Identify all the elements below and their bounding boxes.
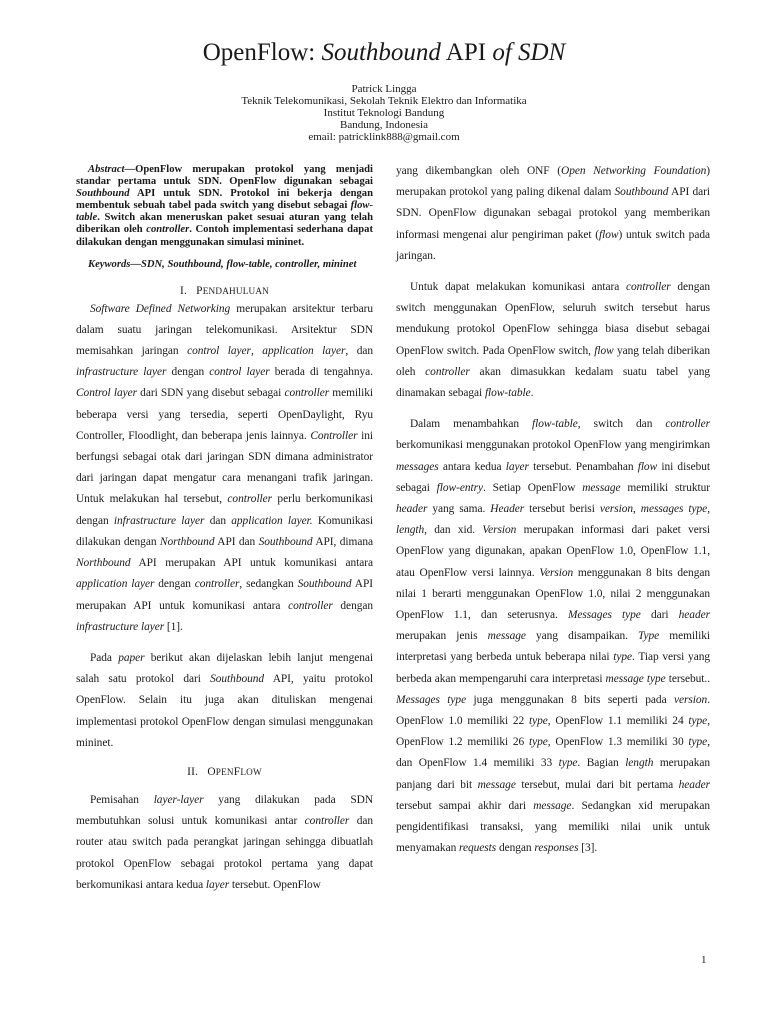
right-column (396, 161, 710, 860)
paragraph: yang dikembangkan oleh ONF (Open Networking Foundation) merupakan protokol yang paling dikenal dalam Southbound API dari SDN. OpenFlow digunakan sebagai protokol yang memberikan informasi mengenai alur pengiriman paket (flow) untuk switch pada jaringan. (396, 165, 710, 262)
paragraph: Pada paper berikut akan dijelaskan lebih lanjut mengenai salah satu protokol dari Southbound API, yaitu protokol OpenFlow. Selain itu juga akan dituliskan mengenai implementasi protokol OpenFlow dengan simulasi menggunakan mininet. (76, 651, 373, 749)
author-location: Bandung, Indonesia (340, 119, 428, 131)
author-affiliation: Teknik Telekomunikasi, Sekolah Teknik Elektro dan Informatika (241, 95, 527, 107)
paragraph: Dalam menambahkan flow-table, switch dan controller berkomunikasi menggunakan protokol OpenFlow yang mengirimkan messages antara kedua layer tersebut. Penambahan flow ini disebut sebagai flow-entry. Setiap OpenFlow message memiliki struktur header yang sama. Header tersebut berisi version, messages type, length, dan xid. Version merupakan informasi dari paket versi OpenFlow yang digunakan, apakan OpenFlow 1.0, OpenFlow 1.1, atau OpenFlow versi lainnya. Version menggunakan 8 bits dengan nilai 1 berarti menggunakan OpenFlow 1.0, nilai 2 menggunakan OpenFlow 1.1, dan seterusnya. Messages type dari header merupakan jenis message yang disampaikan. Type memiliki interpretasi yang berbeda untuk beberapa nilai type. Tiap versi yang berbeda akan mempengaruhi cara interpretasi message type tersebut.. Messages type juga menggunakan 8 bits seperti pada version. OpenFlow 1.0 memiliki 22 type, OpenFlow 1.1 memiliki 24 type, OpenFlow 1.2 memiliki 26 type, OpenFlow 1.3 memiliki 30 type, dan OpenFlow 1.4 memiliki 33 type. Bagian length merupakan panjang dari bit message tersebut, mulai dari bit pertama header tersebut sampai akhir dari message. Sedangkan xid merupakan pengidentifikasi transaksi, yang memiliki nilai unik untuk menyamakan requests dengan responses [3]. (396, 418, 711, 855)
author-block (0, 83, 768, 143)
author-name: Patrick Lingga (351, 83, 417, 95)
paragraph: Untuk dapat melakukan komunikasi antara controller dengan switch menggunakan OpenFlow, seluruh switch tersebut harus mendukung protokol OpenFlow sehingga biasa disebut sebagai OpenFlow switch. Pada OpenFlow switch, flow yang telah diberikan oleh controller akan dimasukkan kedalam suatu tabel yang dinamakan sebagai flow-table. (396, 281, 710, 400)
section-heading-openflow: II. OPENFLOW (187, 765, 262, 778)
left-column (76, 164, 373, 896)
paper-title: OpenFlow: Southbound API of SDN (202, 39, 566, 66)
abstract-label: Abstract (88, 164, 125, 175)
paragraph: Pemisahan layer-layer yang dilakukan pada SDN membutuhkan solusi untuk komunikasi antar controller dan router atau switch pada perangkat jaringan sehingga dibuatlah protokol OpenFlow sebagai protokol pertama yang dapat berkomunikasi antara kedua layer tersebut. OpenFlow (76, 793, 373, 891)
abstract: Abstract—OpenFlow merupakan protokol yang menjadi standar pertama untuk SDN. OpenFlow digunakan sebagai Southbound API untuk SDN. Protokol ini bekerja dengan membentuk sebuah tabel pada switch yang disebut sebagai flow-table. Switch akan meneruskan paket sesuai aturan yang telah diberikan oleh controller. Contoh implementasi sederhana dapat dilakukan dengan menggunakan simulasi mininet. (76, 164, 373, 248)
author-email: email: patricklink888@gmail.com (308, 131, 460, 143)
keywords: Keywords—SDN, Southbound, flow-table, controller, mininet (88, 258, 357, 270)
paragraph: Software Defined Networking merupakan arsitektur terbaru dalam suatu jaringan telekomunikasi. Arsitektur SDN memisahkan jaringan control layer, application layer, dan infrastructure layer dengan control layer berada di tengahnya. Control layer dari SDN yang disebut sebagai controller memiliki beberapa versi yang tersedia, seperti OpenDaylight, Ryu Controller, Floodlight, dan beberapa jenis lainnya. Controller ini berfungsi sebagai otak dari jaringan SDN dimana administrator dari jaringan dapat mengatur cara menangani trafik jaringan. Untuk melakukan hal tersebut, controller perlu berkomunikasi dengan infrastructure layer dan application layer. Komunikasi dilakukan dengan Northbound API dan Southbound API, dimana Northbound API merupakan API untuk komunikasi antara application layer dengan controller, sedangkan Southbound API merupakan API untuk komunikasi antara controller dengan infrastructure layer [1]. (76, 302, 374, 633)
page-number: 1 (701, 954, 707, 966)
section-heading-pendahuluan: I. PENDAHULUAN (179, 284, 270, 297)
author-institution: Institut Teknologi Bandung (323, 107, 445, 119)
